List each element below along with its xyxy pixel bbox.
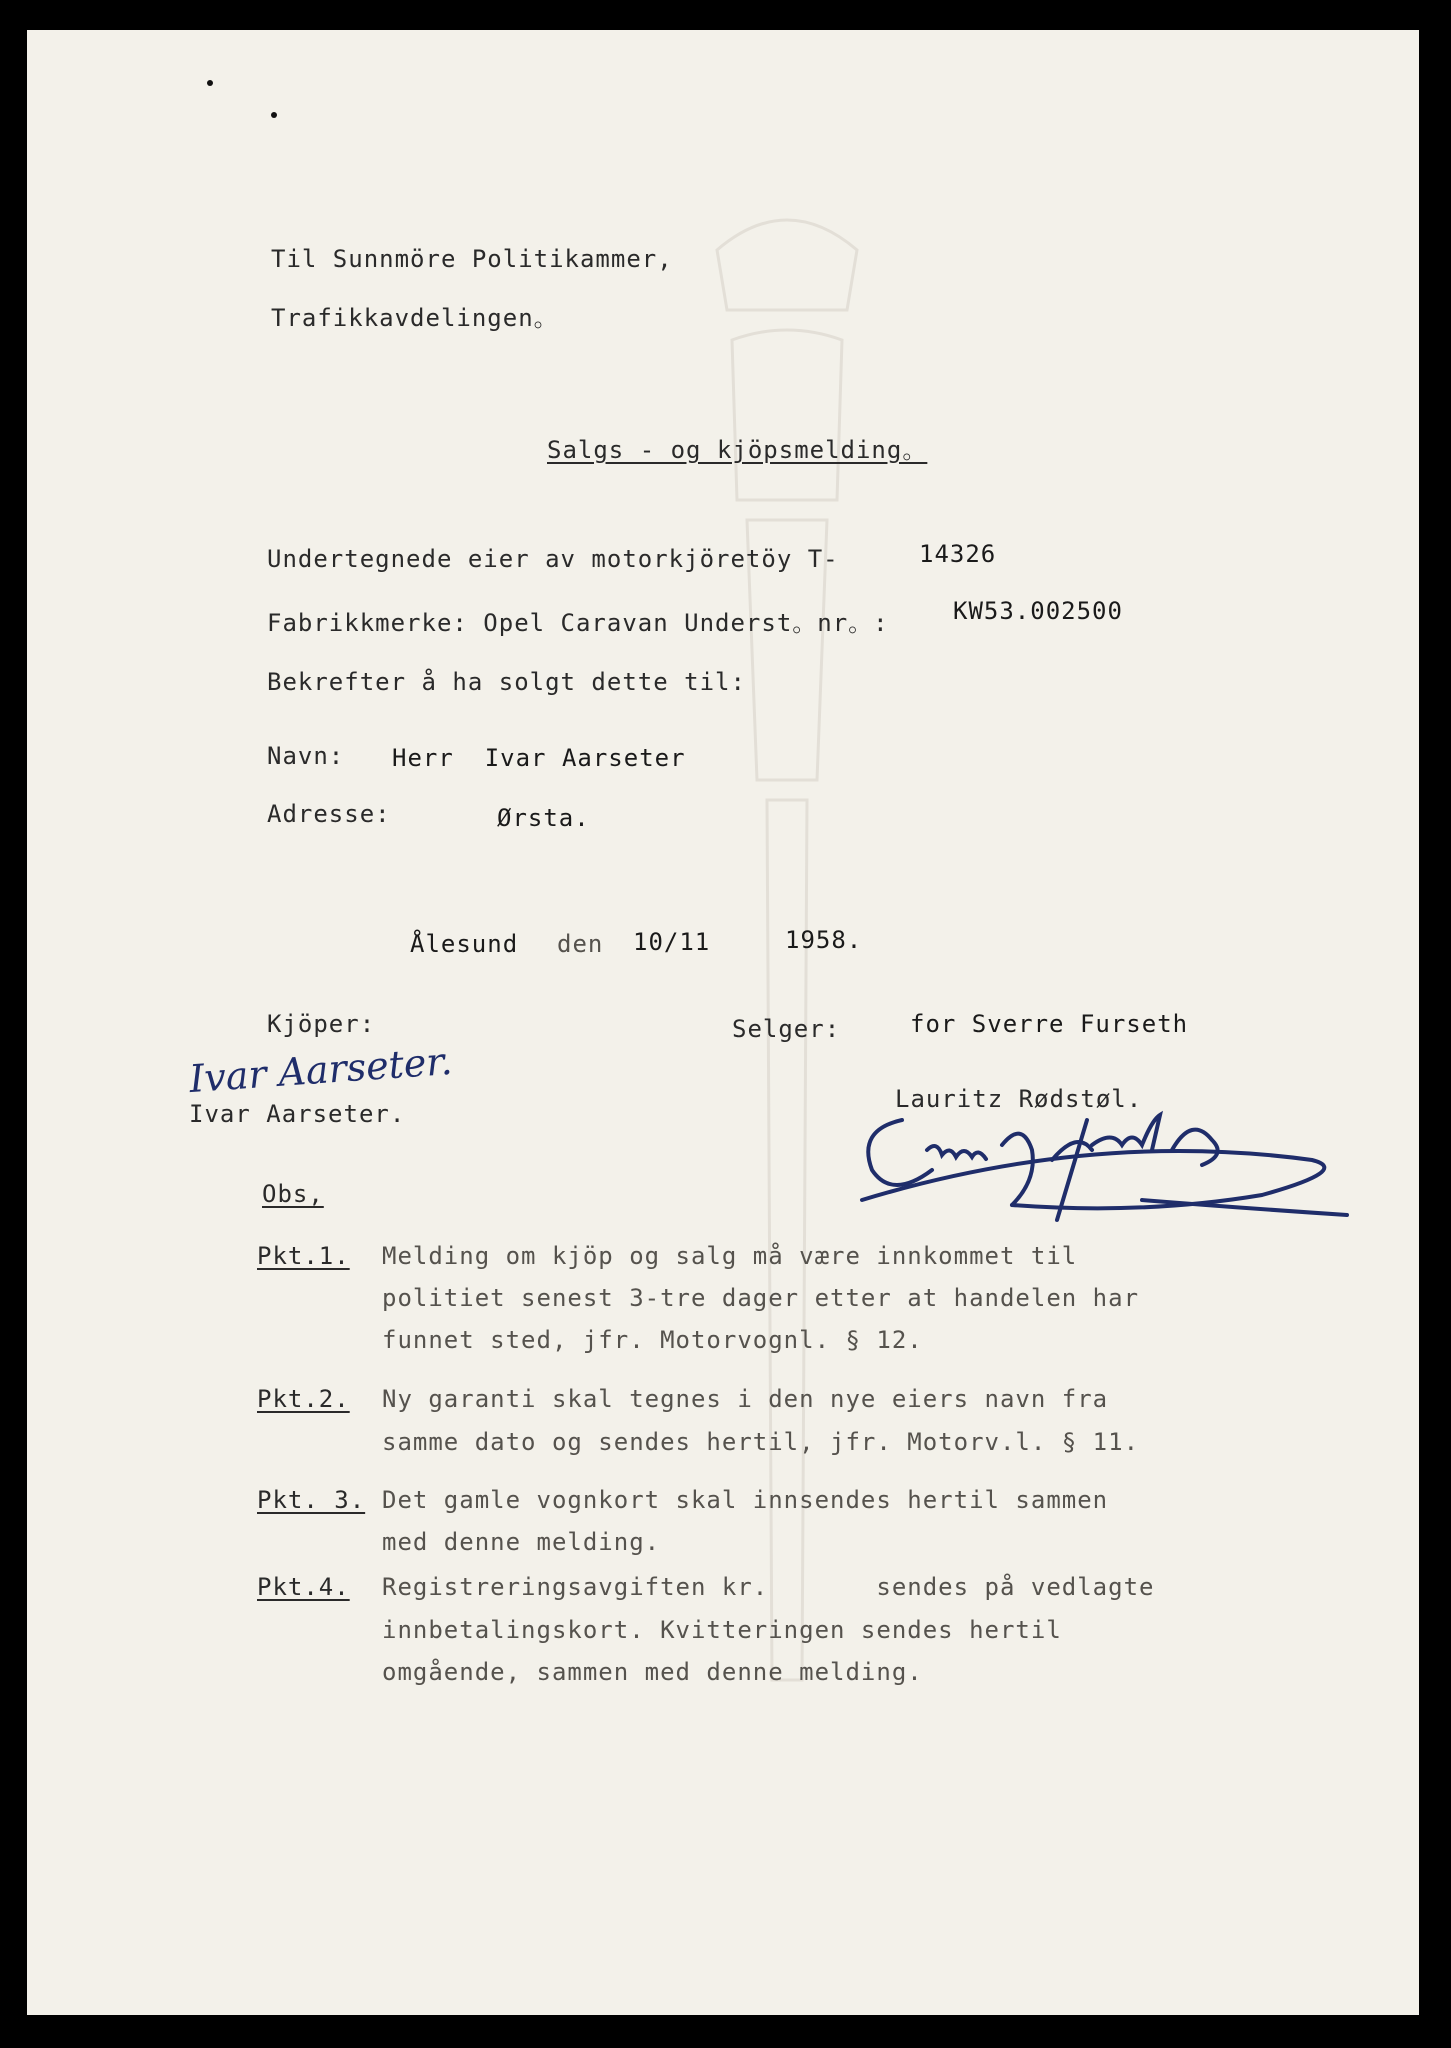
seller-handwritten-signature	[842, 1090, 1362, 1240]
recipient-line-1: Til Sunnmöre Politikammer,	[271, 245, 673, 273]
buyer-typed-name: Ivar Aarseter.	[189, 1100, 406, 1128]
registration-number: 14326	[919, 540, 997, 568]
address-value: Ørsta.	[497, 804, 590, 832]
point-4-line: innbetalingskort. Kvitteringen sendes hertil	[382, 1616, 1062, 1644]
ink-dot	[271, 112, 277, 118]
point-3-line: med denne melding.	[382, 1528, 661, 1556]
page-title: Salgs - og kjöpsmelding。	[547, 436, 928, 464]
buyer-handwritten-signature: Ivar Aarseter.	[187, 1038, 454, 1102]
point-4-line: omgående, sammen med denne melding.	[382, 1658, 923, 1686]
point-4-line: Registreringsavgiften kr. sendes på vedlagte	[382, 1573, 1155, 1601]
date-year: 1958.	[785, 926, 863, 954]
date-den: den	[557, 930, 604, 958]
point-1-line: funnet sted, jfr. Motorvognl. § 12.	[382, 1326, 923, 1354]
point-1-label: Pkt.1.	[257, 1242, 350, 1270]
name-label: Navn:	[267, 742, 345, 770]
obs-heading: Obs,	[262, 1180, 324, 1208]
point-4-label: Pkt.4.	[257, 1573, 350, 1601]
seller-for: for Sverre Furseth	[910, 1010, 1189, 1038]
point-2-line: Ny garanti skal tegnes i den nye eiers navn fra	[382, 1385, 1109, 1413]
point-2-label: Pkt.2.	[257, 1385, 350, 1413]
owner-line: Undertegnede eier av motorkjöretöy T-	[267, 545, 839, 573]
recipient-line-2: Trafikkavdelingen。	[271, 304, 559, 332]
seller-label: Selger:	[732, 1015, 841, 1043]
watermark-emblem	[677, 180, 897, 1780]
make-line: Fabrikkmerke: Opel Caravan Underst。nr。:	[267, 609, 889, 637]
point-1-line: Melding om kjöp og salg må være innkommet til	[382, 1242, 1078, 1270]
seller-typed-name: Lauritz Rødstøl.	[895, 1085, 1143, 1113]
name-value: Herr Ivar Aarseter	[392, 744, 686, 772]
date-value: 10/11	[633, 928, 711, 956]
ink-dot	[207, 80, 213, 86]
confirm-line: Bekrefter å ha solgt dette til:	[267, 668, 746, 696]
point-3-label: Pkt. 3.	[257, 1486, 366, 1514]
point-2-line: samme dato og sendes hertil, jfr. Motorv.l. § 11.	[382, 1428, 1140, 1456]
point-1-line: politiet senest 3-tre dager etter at handelen har	[382, 1284, 1140, 1312]
chassis-number: KW53.002500	[953, 597, 1123, 625]
point-3-line: Det gamle vognkort skal innsendes hertil sammen	[382, 1486, 1109, 1514]
place: Ålesund	[410, 930, 519, 958]
address-label: Adresse:	[267, 800, 391, 828]
buyer-label: Kjöper:	[267, 1010, 376, 1038]
document-page	[27, 30, 1419, 2015]
